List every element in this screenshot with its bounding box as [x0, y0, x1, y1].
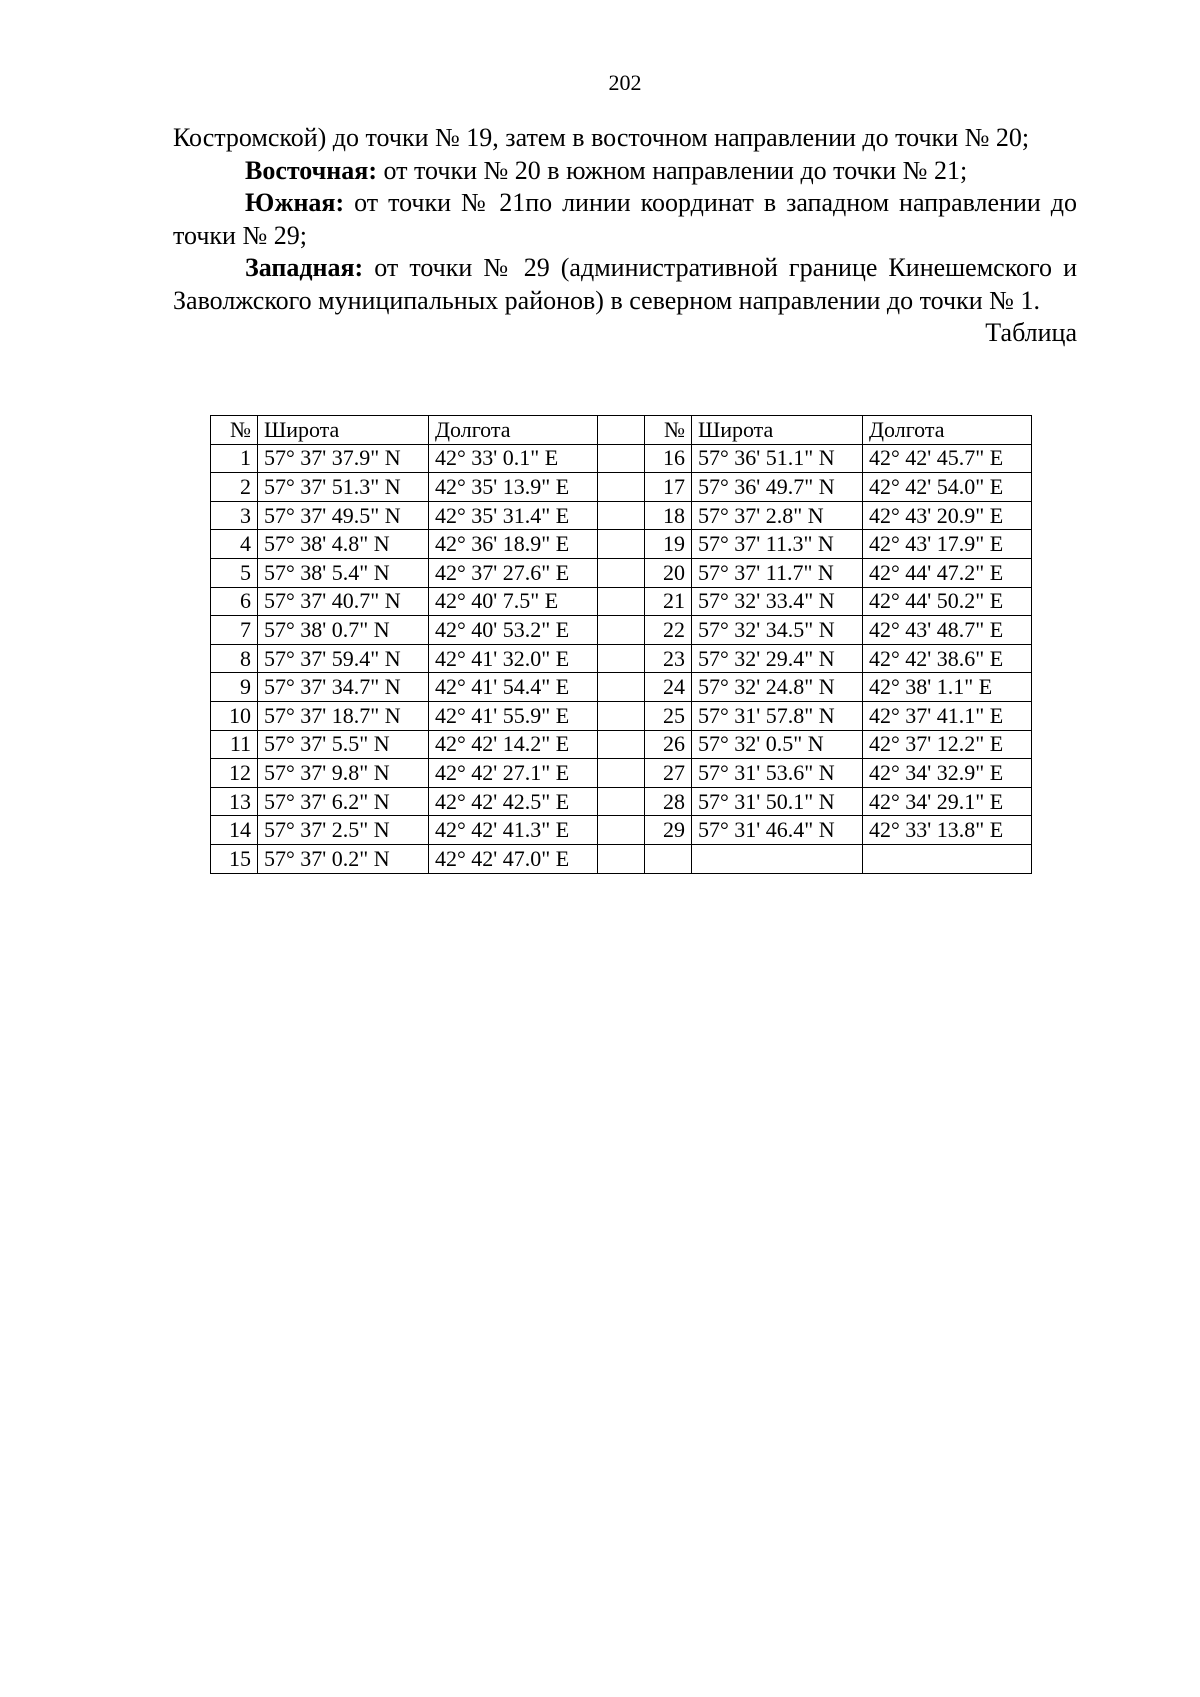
header-num: №: [645, 416, 692, 445]
gap-cell: [598, 644, 645, 673]
latitude-cell: 57° 37' 11.7" N: [692, 558, 863, 587]
longitude-cell: 42° 33' 13.8" E: [863, 816, 1032, 845]
longitude-cell: 42° 34' 29.1" E: [863, 787, 1032, 816]
point-number: 7: [211, 616, 258, 645]
longitude-cell: 42° 43' 20.9" E: [863, 501, 1032, 530]
point-number: 23: [645, 644, 692, 673]
table-row: [211, 787, 1032, 816]
header-num: №: [211, 416, 258, 445]
table-row: [211, 530, 1032, 559]
longitude-cell: 42° 42' 54.0" E: [863, 473, 1032, 502]
point-number: 13: [211, 787, 258, 816]
point-number: 5: [211, 558, 258, 587]
gap-cell: [598, 730, 645, 759]
gap-cell: [598, 673, 645, 702]
point-number: 8: [211, 644, 258, 673]
longitude-cell: 42° 43' 48.7" E: [863, 616, 1032, 645]
point-number: 26: [645, 730, 692, 759]
gap-cell: [598, 844, 645, 873]
paragraph-south: [173, 187, 1077, 252]
table-row: [211, 844, 1032, 873]
point-number: 12: [211, 759, 258, 788]
header-latitude: Широта: [692, 416, 863, 445]
latitude-cell: 57° 32' 0.5" N: [692, 730, 863, 759]
gap-cell: [598, 530, 645, 559]
longitude-cell: 42° 42' 47.0" E: [429, 844, 598, 873]
latitude-cell: 57° 38' 0.7" N: [258, 616, 429, 645]
latitude-cell: 57° 37' 5.5" N: [258, 730, 429, 759]
gap-cell: [598, 759, 645, 788]
gap-cell: [598, 558, 645, 587]
longitude-cell: 42° 42' 45.7" E: [863, 444, 1032, 473]
gap-cell: [598, 816, 645, 845]
longitude-cell: 42° 36' 18.9" E: [429, 530, 598, 559]
latitude-cell: 57° 37' 40.7" N: [258, 587, 429, 616]
latitude-cell: 57° 37' 9.8" N: [258, 759, 429, 788]
table-row: [211, 673, 1032, 702]
gap-cell: [598, 616, 645, 645]
gap-cell: [598, 444, 645, 473]
point-number: 1: [211, 444, 258, 473]
longitude-cell: 42° 40' 53.2" E: [429, 616, 598, 645]
longitude-cell: 42° 33' 0.1" E: [429, 444, 598, 473]
point-number: 14: [211, 816, 258, 845]
latitude-cell: 57° 31' 46.4" N: [692, 816, 863, 845]
gap-cell: [598, 416, 645, 445]
point-number: 27: [645, 759, 692, 788]
latitude-cell: 57° 31' 53.6" N: [692, 759, 863, 788]
south-label: Южная:: [245, 188, 345, 217]
latitude-cell: 57° 37' 0.2" N: [258, 844, 429, 873]
table-row: [211, 558, 1032, 587]
header-latitude: Широта: [258, 416, 429, 445]
table-row: [211, 701, 1032, 730]
point-number: 16: [645, 444, 692, 473]
point-number: 21: [645, 587, 692, 616]
longitude-cell: 42° 44' 47.2" E: [863, 558, 1032, 587]
longitude-cell: 42° 35' 13.9" E: [429, 473, 598, 502]
paragraph-east: [173, 155, 1077, 188]
gap-cell: [598, 501, 645, 530]
longitude-cell: 42° 43' 17.9" E: [863, 530, 1032, 559]
latitude-cell: 57° 36' 51.1" N: [692, 444, 863, 473]
longitude-cell: 42° 42' 38.6" E: [863, 644, 1032, 673]
longitude-cell: 42° 41' 54.4" E: [429, 673, 598, 702]
point-number: 11: [211, 730, 258, 759]
point-number: 19: [645, 530, 692, 559]
longitude-cell: 42° 42' 41.3" E: [429, 816, 598, 845]
latitude-cell: 57° 37' 59.4" N: [258, 644, 429, 673]
point-number: 10: [211, 701, 258, 730]
latitude-cell: 57° 31' 57.8" N: [692, 701, 863, 730]
table-row: [211, 730, 1032, 759]
latitude-cell: 57° 37' 18.7" N: [258, 701, 429, 730]
west-text: от точки № 29 (административной границе Кинешемского и Заволжского муниципальных районов) в северном направлении до точки № 1.: [173, 253, 1077, 315]
point-number: 6: [211, 587, 258, 616]
table-row: [211, 501, 1032, 530]
coordinates-table: [210, 415, 1032, 874]
table-row: [211, 473, 1032, 502]
longitude-cell: 42° 40' 7.5" E: [429, 587, 598, 616]
gap-cell: [598, 587, 645, 616]
latitude-cell: 57° 32' 34.5" N: [692, 616, 863, 645]
point-number: 25: [645, 701, 692, 730]
latitude-cell: 57° 37' 37.9" N: [258, 444, 429, 473]
east-label: Восточная:: [245, 155, 378, 185]
table-row: [211, 816, 1032, 845]
latitude-cell: 57° 32' 29.4" N: [692, 644, 863, 673]
longitude-cell: 42° 42' 14.2" E: [429, 730, 598, 759]
longitude-cell: 42° 41' 55.9" E: [429, 701, 598, 730]
header-longitude: Долгота: [863, 416, 1032, 445]
longitude-cell: 42° 41' 32.0" E: [429, 644, 598, 673]
west-label: Западная:: [245, 253, 364, 282]
table-row: [211, 444, 1032, 473]
latitude-cell: 57° 37' 51.3" N: [258, 473, 429, 502]
point-number: 9: [211, 673, 258, 702]
longitude-cell: 42° 44' 50.2" E: [863, 587, 1032, 616]
table-row: [211, 616, 1032, 645]
longitude-cell: 42° 35' 31.4" E: [429, 501, 598, 530]
longitude-cell: 42° 42' 42.5" E: [429, 787, 598, 816]
latitude-cell: 57° 32' 24.8" N: [692, 673, 863, 702]
longitude-cell: 42° 38' 1.1" E: [863, 673, 1032, 702]
point-number: 24: [645, 673, 692, 702]
body-text: [173, 122, 1077, 350]
south-text: от точки № 21по линии координат в западном направлении до точки № 29;: [173, 188, 1077, 250]
longitude-cell: 42° 42' 27.1" E: [429, 759, 598, 788]
table-row: [211, 644, 1032, 673]
point-number: 29: [645, 816, 692, 845]
gap-cell: [598, 787, 645, 816]
longitude-cell: 42° 37' 27.6" E: [429, 558, 598, 587]
point-number: [645, 844, 692, 873]
latitude-cell: 57° 38' 5.4" N: [258, 558, 429, 587]
page-number: 202: [608, 70, 642, 95]
latitude-cell: [692, 844, 863, 873]
gap-cell: [598, 701, 645, 730]
paragraph-west: [173, 252, 1077, 317]
longitude-cell: 42° 37' 41.1" E: [863, 701, 1032, 730]
point-number: 22: [645, 616, 692, 645]
latitude-cell: 57° 38' 4.8" N: [258, 530, 429, 559]
table-row: [211, 759, 1032, 788]
point-number: 18: [645, 501, 692, 530]
point-number: 4: [211, 530, 258, 559]
latitude-cell: 57° 37' 6.2" N: [258, 787, 429, 816]
latitude-cell: 57° 31' 50.1" N: [692, 787, 863, 816]
latitude-cell: 57° 37' 34.7" N: [258, 673, 429, 702]
point-number: 17: [645, 473, 692, 502]
longitude-cell: 42° 37' 12.2" E: [863, 730, 1032, 759]
latitude-cell: 57° 36' 49.7" N: [692, 473, 863, 502]
latitude-cell: 57° 32' 33.4" N: [692, 587, 863, 616]
east-text: от точки № 20 в южном направлении до точки № 21;: [377, 155, 968, 185]
gap-cell: [598, 473, 645, 502]
point-number: 3: [211, 501, 258, 530]
paragraph-continuation: Костромской) до точки № 19, затем в восточном направлении до точки № 20;: [173, 123, 1030, 152]
latitude-cell: 57° 37' 2.5" N: [258, 816, 429, 845]
point-number: 28: [645, 787, 692, 816]
point-number: 2: [211, 473, 258, 502]
header-longitude: Долгота: [429, 416, 598, 445]
latitude-cell: 57° 37' 49.5" N: [258, 501, 429, 530]
longitude-cell: 42° 34' 32.9" E: [863, 759, 1032, 788]
longitude-cell: [863, 844, 1032, 873]
latitude-cell: 57° 37' 2.8" N: [692, 501, 863, 530]
table-header-row: [211, 416, 1032, 445]
table-row: [211, 587, 1032, 616]
table-caption: Таблица: [985, 318, 1077, 347]
point-number: 20: [645, 558, 692, 587]
latitude-cell: 57° 37' 11.3" N: [692, 530, 863, 559]
point-number: 15: [211, 844, 258, 873]
